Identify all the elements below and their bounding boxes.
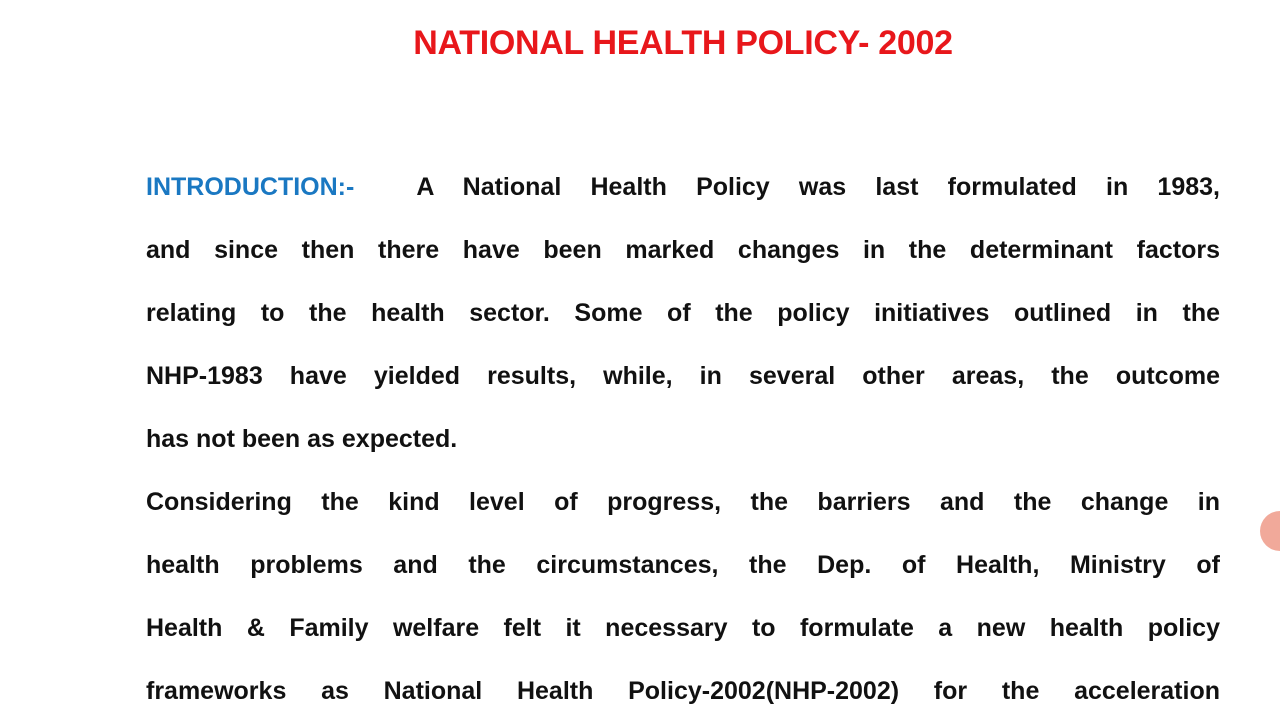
body-line-4: NHP-1983 have yielded results, while, in several other areas, the outcome [146, 362, 1220, 390]
body-line-9: frameworks as National Health Policy-2002(NHP-2002) for the acceleration [146, 677, 1220, 705]
body-line-5: has not been as expected. [146, 425, 458, 453]
body-line-1-text: A National Health Policy was last formulated in 1983, [416, 173, 1220, 201]
slide-nav-dot[interactable] [1260, 511, 1280, 551]
slide-title: NATIONAL HEALTH POLICY- 2002 [413, 24, 953, 62]
intro-label: INTRODUCTION:- [146, 173, 355, 201]
body-line-8: Health & Family welfare felt it necessary to formulate a new health policy [146, 614, 1220, 642]
body-line-6: Considering the kind level of progress, the barriers and the change in [146, 488, 1220, 516]
intro-gap [354, 162, 416, 225]
body-line-1 [146, 162, 1220, 225]
body-line-7: health problems and the circumstances, the Dep. of Health, Ministry of [146, 551, 1220, 579]
slide-body [146, 162, 1220, 720]
body-line-2: and since then there have been marked changes in the determinant factors [146, 236, 1220, 264]
body-line-3: relating to the health sector. Some of the policy initiatives outlined in the [146, 299, 1220, 327]
